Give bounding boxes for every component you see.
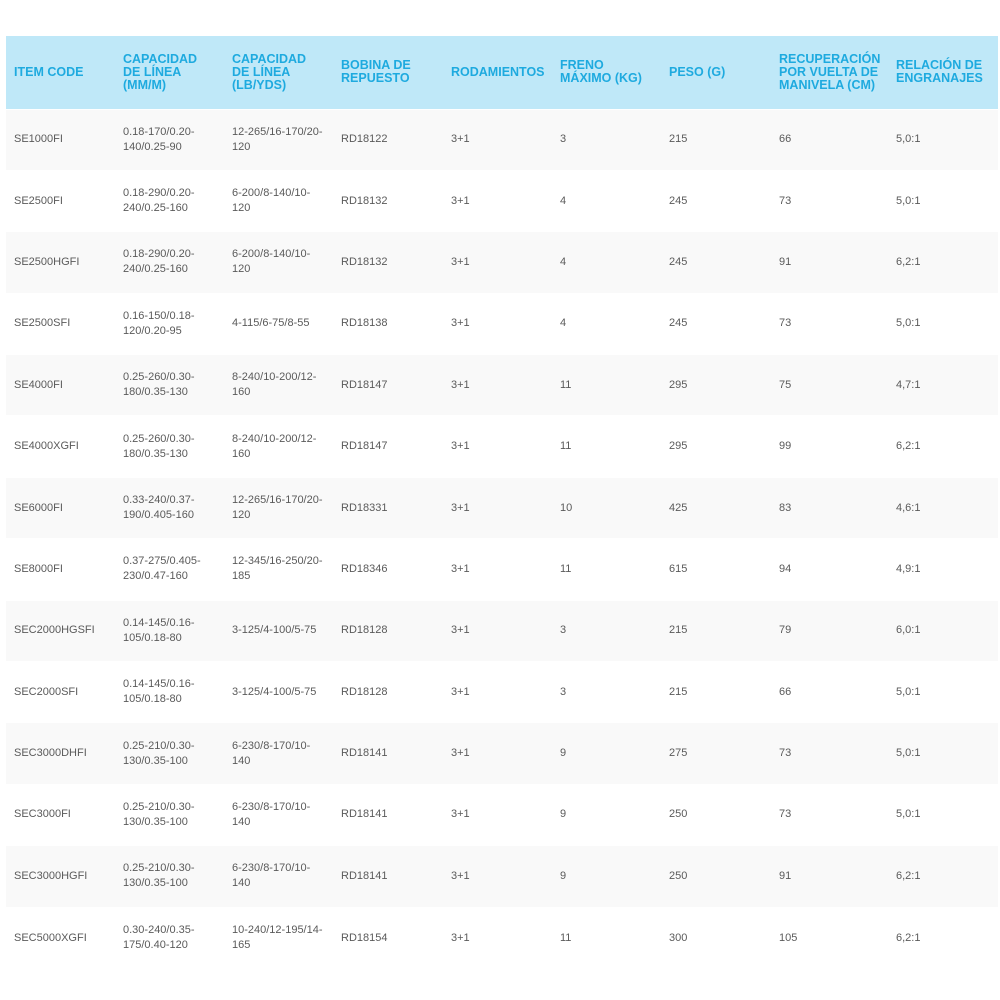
- cell-spare-spool: RD18147: [333, 355, 443, 416]
- cell-spare-spool: RD18141: [333, 723, 443, 784]
- cell-max-drag: 4: [552, 293, 661, 354]
- cell-bearings: 3+1: [443, 416, 552, 477]
- header-row: [6, 36, 998, 109]
- cell-max-drag: 3: [552, 662, 661, 723]
- cell-max-drag: 11: [552, 355, 661, 416]
- cell-item-code: SE1000FI: [6, 109, 115, 170]
- cell-max-drag: 10: [552, 477, 661, 538]
- cell-max-drag: 11: [552, 907, 661, 968]
- cell-max-drag: 4: [552, 170, 661, 231]
- cell-line-capacity-lb: 6-200/8-140/10-120: [224, 170, 333, 231]
- cell-max-drag: 11: [552, 416, 661, 477]
- cell-line-capacity-lb: 12-265/16-170/20-120: [224, 477, 333, 538]
- cell-gear-ratio: 6,2:1: [888, 846, 998, 907]
- header-item-code: ITEM CODE: [6, 36, 115, 109]
- cell-max-drag: 4: [552, 232, 661, 293]
- cell-weight: 215: [661, 662, 771, 723]
- table-row: [6, 416, 998, 477]
- cell-bearings: 3+1: [443, 539, 552, 600]
- cell-retrieve-per-turn: 99: [771, 416, 888, 477]
- header-bearings: RODAMIENTOS: [443, 36, 552, 109]
- cell-bearings: 3+1: [443, 723, 552, 784]
- cell-line-capacity-mm: 0.18-170/0.20-140/0.25-90: [115, 109, 224, 170]
- cell-item-code: SEC2000HGSFI: [6, 600, 115, 661]
- cell-bearings: 3+1: [443, 784, 552, 845]
- cell-bearings: 3+1: [443, 109, 552, 170]
- cell-retrieve-per-turn: 73: [771, 723, 888, 784]
- header-spare-spool: BOBINA DE REPUESTO: [333, 36, 443, 109]
- header-line-capacity-mm: CAPACIDAD DE LÍNEA (MM/M): [115, 36, 224, 109]
- cell-item-code: SE2500FI: [6, 170, 115, 231]
- cell-line-capacity-mm: 0.25-210/0.30-130/0.35-100: [115, 723, 224, 784]
- cell-line-capacity-lb: 10-240/12-195/14-165: [224, 907, 333, 968]
- cell-retrieve-per-turn: 75: [771, 355, 888, 416]
- cell-spare-spool: RD18128: [333, 600, 443, 661]
- cell-line-capacity-mm: 0.33-240/0.37-190/0.405-160: [115, 477, 224, 538]
- cell-gear-ratio: 5,0:1: [888, 109, 998, 170]
- spec-table-container: [6, 36, 998, 968]
- cell-line-capacity-mm: 0.18-290/0.20-240/0.25-160: [115, 232, 224, 293]
- cell-line-capacity-mm: 0.14-145/0.16-105/0.18-80: [115, 662, 224, 723]
- cell-gear-ratio: 6,2:1: [888, 232, 998, 293]
- table-row: [6, 539, 998, 600]
- cell-line-capacity-lb: 8-240/10-200/12-160: [224, 416, 333, 477]
- cell-item-code: SE4000FI: [6, 355, 115, 416]
- cell-gear-ratio: 4,7:1: [888, 355, 998, 416]
- cell-max-drag: 9: [552, 846, 661, 907]
- table-row: [6, 723, 998, 784]
- cell-retrieve-per-turn: 66: [771, 662, 888, 723]
- table-row: [6, 293, 998, 354]
- cell-retrieve-per-turn: 105: [771, 907, 888, 968]
- cell-line-capacity-lb: 3-125/4-100/5-75: [224, 600, 333, 661]
- cell-bearings: 3+1: [443, 846, 552, 907]
- cell-weight: 245: [661, 293, 771, 354]
- cell-line-capacity-mm: 0.25-260/0.30-180/0.35-130: [115, 355, 224, 416]
- cell-weight: 615: [661, 539, 771, 600]
- cell-line-capacity-mm: 0.25-210/0.30-130/0.35-100: [115, 784, 224, 845]
- cell-max-drag: 3: [552, 600, 661, 661]
- cell-weight: 250: [661, 846, 771, 907]
- cell-line-capacity-mm: 0.37-275/0.405-230/0.47-160: [115, 539, 224, 600]
- cell-gear-ratio: 5,0:1: [888, 784, 998, 845]
- cell-bearings: 3+1: [443, 355, 552, 416]
- table-row: [6, 109, 998, 170]
- cell-bearings: 3+1: [443, 662, 552, 723]
- cell-item-code: SE4000XGFI: [6, 416, 115, 477]
- cell-weight: 245: [661, 232, 771, 293]
- header-gear-ratio: RELACIÓN DE ENGRANAJES: [888, 36, 998, 109]
- cell-spare-spool: RD18346: [333, 539, 443, 600]
- cell-bearings: 3+1: [443, 907, 552, 968]
- table-row: [6, 907, 998, 968]
- cell-item-code: SEC5000XGFI: [6, 907, 115, 968]
- cell-spare-spool: RD18147: [333, 416, 443, 477]
- cell-line-capacity-lb: 6-230/8-170/10-140: [224, 723, 333, 784]
- cell-weight: 300: [661, 907, 771, 968]
- cell-gear-ratio: 5,0:1: [888, 662, 998, 723]
- cell-gear-ratio: 6,2:1: [888, 416, 998, 477]
- cell-item-code: SE2500SFI: [6, 293, 115, 354]
- cell-weight: 250: [661, 784, 771, 845]
- cell-max-drag: 9: [552, 723, 661, 784]
- cell-bearings: 3+1: [443, 232, 552, 293]
- cell-retrieve-per-turn: 73: [771, 293, 888, 354]
- cell-line-capacity-mm: 0.30-240/0.35-175/0.40-120: [115, 907, 224, 968]
- cell-retrieve-per-turn: 66: [771, 109, 888, 170]
- cell-retrieve-per-turn: 79: [771, 600, 888, 661]
- cell-weight: 245: [661, 170, 771, 231]
- cell-weight: 425: [661, 477, 771, 538]
- cell-bearings: 3+1: [443, 600, 552, 661]
- table-body: [6, 109, 998, 968]
- cell-retrieve-per-turn: 83: [771, 477, 888, 538]
- cell-spare-spool: RD18331: [333, 477, 443, 538]
- table-header: [6, 36, 998, 109]
- cell-spare-spool: RD18122: [333, 109, 443, 170]
- cell-max-drag: 9: [552, 784, 661, 845]
- cell-spare-spool: RD18141: [333, 784, 443, 845]
- cell-max-drag: 3: [552, 109, 661, 170]
- header-weight: PESO (G): [661, 36, 771, 109]
- cell-weight: 295: [661, 355, 771, 416]
- cell-line-capacity-lb: 6-230/8-170/10-140: [224, 846, 333, 907]
- table-row: [6, 170, 998, 231]
- cell-spare-spool: RD18154: [333, 907, 443, 968]
- cell-line-capacity-lb: 12-265/16-170/20-120: [224, 109, 333, 170]
- cell-weight: 215: [661, 600, 771, 661]
- cell-weight: 295: [661, 416, 771, 477]
- cell-gear-ratio: 5,0:1: [888, 170, 998, 231]
- spec-table: [6, 36, 998, 968]
- cell-bearings: 3+1: [443, 170, 552, 231]
- cell-item-code: SE6000FI: [6, 477, 115, 538]
- cell-spare-spool: RD18138: [333, 293, 443, 354]
- cell-item-code: SEC3000FI: [6, 784, 115, 845]
- header-max-drag: FRENO MÁXIMO (KG): [552, 36, 661, 109]
- cell-line-capacity-lb: 6-230/8-170/10-140: [224, 784, 333, 845]
- table-row: [6, 355, 998, 416]
- cell-line-capacity-mm: 0.18-290/0.20-240/0.25-160: [115, 170, 224, 231]
- cell-spare-spool: RD18132: [333, 170, 443, 231]
- cell-retrieve-per-turn: 94: [771, 539, 888, 600]
- table-row: [6, 846, 998, 907]
- cell-spare-spool: RD18128: [333, 662, 443, 723]
- cell-gear-ratio: 5,0:1: [888, 293, 998, 354]
- table-row: [6, 600, 998, 661]
- cell-weight: 215: [661, 109, 771, 170]
- cell-retrieve-per-turn: 73: [771, 784, 888, 845]
- cell-gear-ratio: 6,0:1: [888, 600, 998, 661]
- cell-line-capacity-mm: 0.16-150/0.18-120/0.20-95: [115, 293, 224, 354]
- cell-bearings: 3+1: [443, 293, 552, 354]
- cell-line-capacity-lb: 3-125/4-100/5-75: [224, 662, 333, 723]
- cell-spare-spool: RD18132: [333, 232, 443, 293]
- cell-item-code: SEC3000DHFI: [6, 723, 115, 784]
- cell-gear-ratio: 5,0:1: [888, 723, 998, 784]
- table-row: [6, 232, 998, 293]
- cell-spare-spool: RD18141: [333, 846, 443, 907]
- cell-weight: 275: [661, 723, 771, 784]
- cell-line-capacity-lb: 4-115/6-75/8-55: [224, 293, 333, 354]
- cell-bearings: 3+1: [443, 477, 552, 538]
- header-line-capacity-lb: CAPACIDAD DE LÍNEA (LB/YDS): [224, 36, 333, 109]
- cell-line-capacity-mm: 0.14-145/0.16-105/0.18-80: [115, 600, 224, 661]
- cell-item-code: SE2500HGFI: [6, 232, 115, 293]
- cell-line-capacity-lb: 12-345/16-250/20-185: [224, 539, 333, 600]
- cell-line-capacity-lb: 6-200/8-140/10-120: [224, 232, 333, 293]
- header-retrieve-per-turn: RECUPERACIÓN POR VUELTA DE MANIVELA (CM): [771, 36, 888, 109]
- cell-retrieve-per-turn: 73: [771, 170, 888, 231]
- cell-line-capacity-mm: 0.25-210/0.30-130/0.35-100: [115, 846, 224, 907]
- cell-retrieve-per-turn: 91: [771, 846, 888, 907]
- cell-item-code: SEC3000HGFI: [6, 846, 115, 907]
- cell-max-drag: 11: [552, 539, 661, 600]
- table-row: [6, 477, 998, 538]
- cell-line-capacity-mm: 0.25-260/0.30-180/0.35-130: [115, 416, 224, 477]
- cell-gear-ratio: 4,6:1: [888, 477, 998, 538]
- cell-gear-ratio: 4,9:1: [888, 539, 998, 600]
- cell-retrieve-per-turn: 91: [771, 232, 888, 293]
- cell-item-code: SE8000FI: [6, 539, 115, 600]
- cell-item-code: SEC2000SFI: [6, 662, 115, 723]
- cell-line-capacity-lb: 8-240/10-200/12-160: [224, 355, 333, 416]
- table-row: [6, 784, 998, 845]
- table-row: [6, 662, 998, 723]
- cell-gear-ratio: 6,2:1: [888, 907, 998, 968]
